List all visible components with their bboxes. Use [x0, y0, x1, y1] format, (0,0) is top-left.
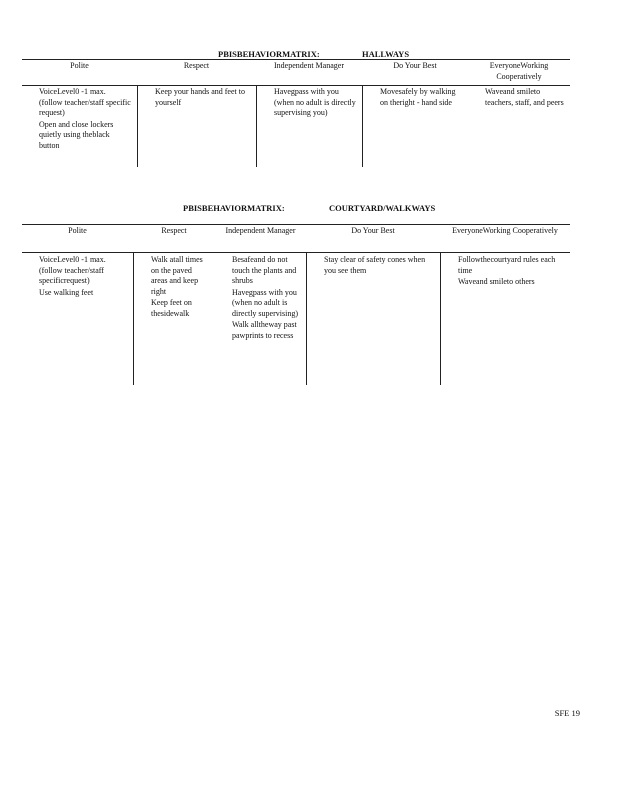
hallways-cell-independent	[256, 85, 362, 167]
courtyard-cell-polite	[22, 252, 133, 385]
item-text: Havegpass with you (when no adult is directly supervising you)	[274, 87, 356, 117]
list-item	[313, 255, 434, 276]
item-text: Waveand smileto others	[458, 277, 535, 286]
hallways-title-right: HALLWAYS	[361, 49, 410, 59]
courtyard-cell-best	[306, 252, 440, 385]
courtyard-header-respect: Respect	[161, 226, 187, 235]
list-item	[221, 255, 300, 287]
courtyard-title-left: PBISBEHAVIORMATRIX:	[183, 203, 285, 213]
courtyard-title	[183, 203, 435, 214]
item-text: Waveand smileto teachers, staff, and peers	[485, 87, 564, 107]
hallways-header-respect: Respect	[183, 61, 210, 70]
courtyard-cell-cooperative	[440, 252, 570, 385]
list-item	[221, 320, 300, 341]
list-item	[369, 87, 462, 108]
courtyard-header-polite: Polite	[68, 226, 87, 235]
list-item	[140, 298, 209, 319]
item-text: Besafeand do not touch the plants and shrubs	[232, 255, 297, 285]
item-text: Stay clear of safety cones when you see them	[324, 255, 426, 275]
item-text: Walk atall times on the paved areas and keep right	[151, 255, 203, 296]
courtyard-title-right: COURTYARD/WALKWAYS	[328, 203, 436, 213]
item-text: Movesafely by walking on theright - hand side	[380, 87, 456, 107]
item-text: VoiceLevel0 -1 max. (follow teacher/staff specificrequest)	[39, 255, 106, 285]
list-item	[447, 255, 564, 276]
list-item	[221, 288, 300, 320]
courtyard-header-best: Do Your Best	[351, 226, 395, 235]
item-text: Followthecourtyard rules each time	[458, 255, 556, 275]
hallways-header-polite: Polite	[70, 61, 89, 70]
courtyard-header-cooperative: EveryoneWorking Cooperatively	[452, 226, 558, 235]
courtyard-body-row	[22, 252, 570, 385]
item-text: Walk alltheway past pawprints to recess	[232, 320, 297, 340]
list-item	[474, 87, 564, 108]
hallways-cell-cooperative	[468, 85, 570, 167]
item-text: VoiceLevel0 -1 max. (follow teacher/staff specific request)	[39, 87, 131, 117]
list-item	[263, 87, 356, 119]
hallways-title	[218, 49, 409, 60]
item-text: Keep your hands and feet to yourself	[155, 87, 245, 107]
list-item	[28, 255, 127, 287]
list-item	[140, 255, 209, 297]
hallways-cell-respect	[137, 85, 256, 167]
hallways-body-row	[22, 85, 570, 167]
hallways-header-independent: Independent Manager	[274, 61, 344, 70]
list-item	[28, 120, 131, 152]
item-text: Open and close lockers quietly using theblack button	[39, 119, 114, 150]
hallways-cell-polite	[22, 85, 137, 167]
hallways-title-left: PBISBEHAVIORMATRIX:	[218, 49, 320, 59]
courtyard-matrix-table	[22, 224, 570, 385]
item-text: Havegpass with you (when no adult is directly supervising)	[232, 287, 298, 318]
item-text: Keep feet on thesidewalk	[151, 298, 192, 318]
courtyard-cell-respect	[133, 252, 215, 385]
hallways-header-cooperative: EveryoneWorking Cooperatively	[489, 61, 549, 81]
hallways-cell-best	[362, 85, 468, 167]
hallways-header-best: Do Your Best	[393, 61, 437, 70]
hallways-matrix-table	[22, 59, 570, 167]
hallways-header-row	[22, 59, 570, 86]
item-text: Use walking feet	[39, 287, 94, 297]
list-item	[144, 87, 250, 108]
page-footer: SFE 19	[554, 708, 580, 718]
list-item	[28, 288, 127, 299]
courtyard-cell-independent	[215, 252, 306, 385]
courtyard-header-row	[22, 224, 570, 253]
list-item	[28, 87, 131, 119]
list-item	[447, 277, 564, 288]
courtyard-header-independent: Independent Manager	[225, 226, 296, 235]
